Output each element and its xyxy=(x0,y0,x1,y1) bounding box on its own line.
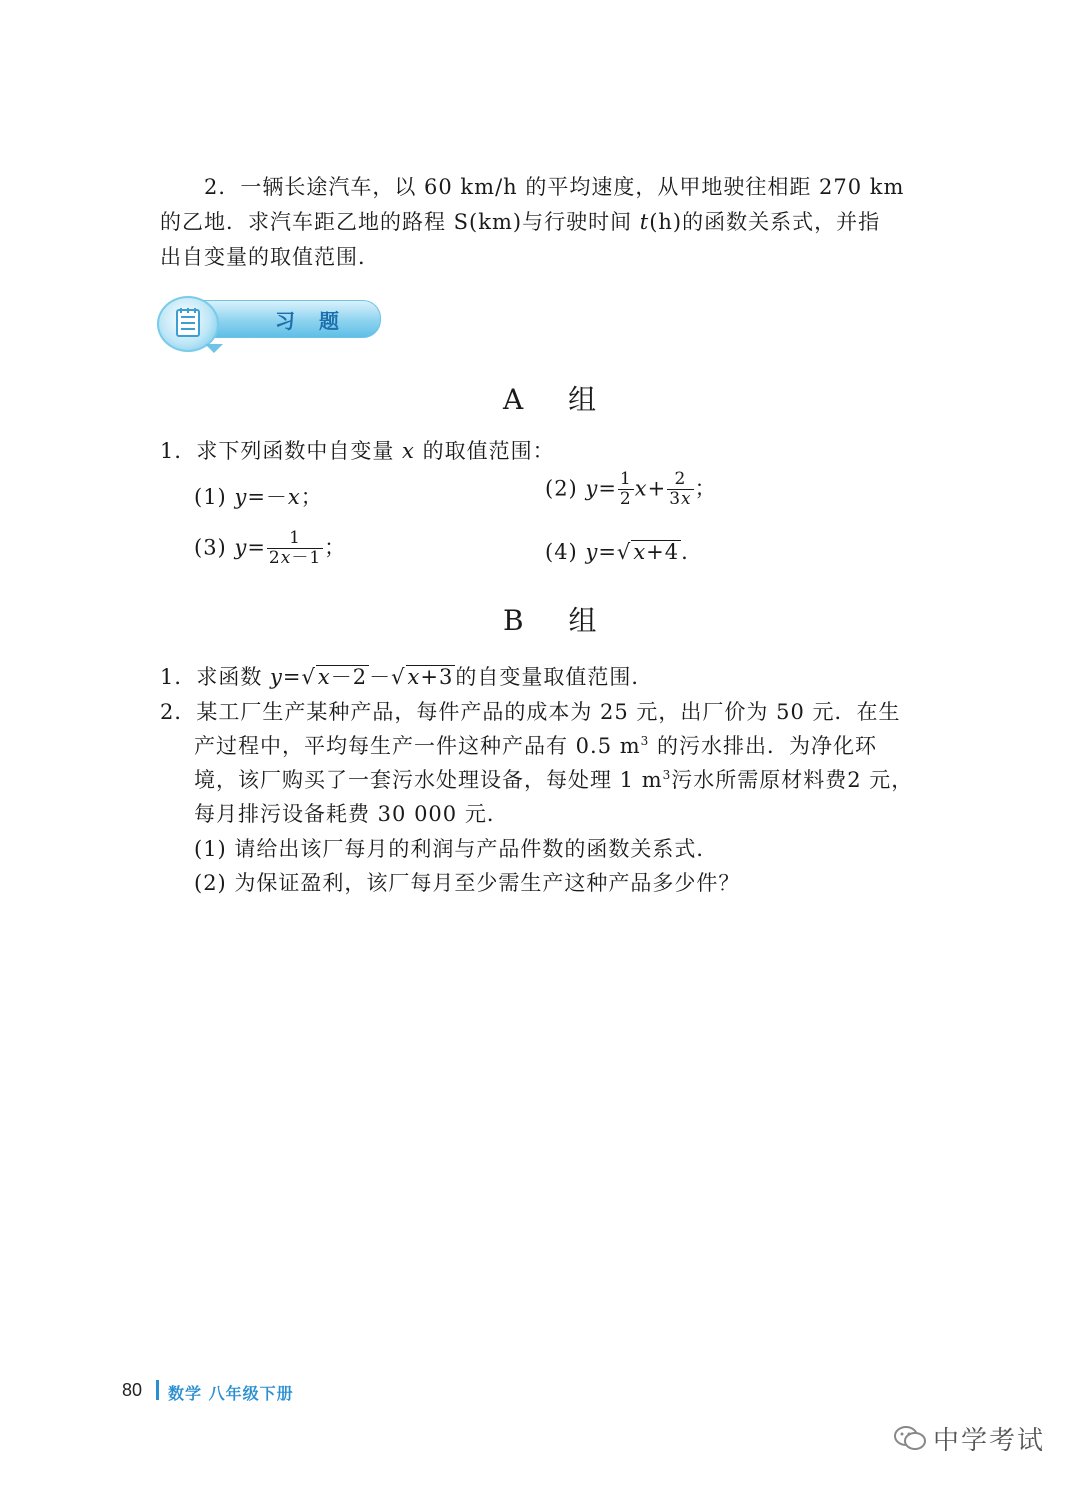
question-text: 1．求函数 xyxy=(160,665,271,689)
problem-2-line-1: 2．一辆长途汽车，以 60 km/h 的平均速度，从甲地驶往相距 270 km xyxy=(204,175,905,199)
punctuation: ； xyxy=(694,476,717,501)
fraction-two-over-3x xyxy=(667,471,693,509)
operator: － xyxy=(369,665,392,689)
watermark-text: 中学考试 xyxy=(933,1426,1046,1456)
operator: = xyxy=(598,540,617,564)
question-text: 的污水排出．为净化环 xyxy=(649,734,877,758)
var-x: x xyxy=(280,547,292,568)
denominator xyxy=(667,489,693,509)
fraction-one-over-2x-minus-1 xyxy=(267,530,323,568)
footer-divider xyxy=(156,1380,159,1400)
problem-2-text: (h)的函数关系式，并指 xyxy=(649,210,881,234)
part-number: (4) xyxy=(545,540,578,564)
square-root: √x+4 xyxy=(616,540,680,564)
var-y: y xyxy=(234,485,248,509)
numerator: 2 xyxy=(674,469,687,489)
fraction-one-half xyxy=(618,471,634,509)
operator: = xyxy=(598,476,617,501)
part-4 xyxy=(545,540,689,564)
var-y: y xyxy=(234,535,248,560)
question-text: 的取值范围： xyxy=(414,439,555,463)
problem-2-line-2 xyxy=(160,206,880,236)
part-number: (1) xyxy=(194,485,227,509)
coefficient: 3 xyxy=(669,488,682,509)
superscript: 3 xyxy=(640,734,650,748)
group-b-question-2-line-2 xyxy=(194,730,877,760)
operator: = xyxy=(282,665,302,689)
constant: +3 xyxy=(420,665,454,689)
denominator: 2 xyxy=(619,488,632,509)
numerator: 1 xyxy=(289,528,301,548)
square-root: √x+3 xyxy=(391,665,454,689)
var-y: y xyxy=(585,476,599,501)
denominator xyxy=(267,548,323,568)
radicand xyxy=(316,665,369,689)
wechat-icon xyxy=(893,1424,927,1459)
radicand xyxy=(406,665,456,689)
problem-2-text: 的乙地．求汽车距乙地的路程 S(km)与行驶时间 xyxy=(160,210,640,234)
exercise-banner xyxy=(157,296,381,356)
part-number: (3) xyxy=(194,535,227,560)
group-b-question-2-sub-2: (2) 为保证盈利，该厂每月至少需生产这种产品多少件？ xyxy=(194,871,741,895)
part-2 xyxy=(545,471,717,509)
part-1 xyxy=(194,481,323,511)
var-x: x xyxy=(681,488,692,509)
group-b-question-1 xyxy=(160,661,653,691)
question-text: 污水所需原材料费2 元， xyxy=(671,768,914,792)
square-root: √x－2 xyxy=(301,665,368,689)
group-b-question-2-line-4: 每月排污设备耗费 30 000 元． xyxy=(194,802,509,826)
question-text: 1．求下列函数中自变量 xyxy=(160,439,403,463)
var-x: x xyxy=(633,540,647,564)
punctuation: ； xyxy=(300,485,323,509)
variable-x: x xyxy=(402,439,415,463)
question-text: 产过程中，平均每生产一件这种产品有 0.5 m xyxy=(194,734,641,758)
operator: =－ xyxy=(247,485,288,509)
var-x: x xyxy=(634,476,648,501)
group-b-question-2-line-3 xyxy=(194,764,913,794)
part-number: (2) xyxy=(545,476,578,501)
book-title: 数学 八年级下册 xyxy=(168,1384,294,1403)
var-y: y xyxy=(585,540,599,564)
var-x: x xyxy=(287,485,301,509)
group-a-title: A 组 xyxy=(503,383,615,416)
question-text: 境，该厂购买了一套污水处理设备，每处理 1 m xyxy=(194,768,663,792)
group-b-question-2-sub-1: (1) 请给出该厂每月的利润与产品件数的函数关系式． xyxy=(194,837,719,861)
operator: = xyxy=(247,535,266,560)
group-b-title: B 组 xyxy=(503,604,615,637)
problem-2-line-3: 出自变量的取值范围． xyxy=(160,245,380,269)
part-3 xyxy=(194,530,346,568)
group-a-question-1 xyxy=(160,435,555,465)
question-text: 的自变量取值范围． xyxy=(455,665,654,689)
coefficient: 2 xyxy=(268,547,281,568)
constant: +4 xyxy=(646,540,680,564)
var-x: x xyxy=(407,665,421,689)
variable-t: t xyxy=(639,210,650,234)
group-b-question-2-line-1: 2．某工厂生产某种产品，每件产品的成本为 25 元，出厂价为 50 元．在生 xyxy=(160,700,901,724)
operator: + xyxy=(647,476,667,501)
superscript: 3 xyxy=(662,768,672,782)
var-y: y xyxy=(270,665,283,689)
constant: －1 xyxy=(291,547,322,568)
var-x: x xyxy=(317,665,331,689)
numerator: 1 xyxy=(619,469,632,489)
punctuation: ； xyxy=(324,535,347,560)
banner-pointer xyxy=(205,344,223,353)
punctuation: . xyxy=(681,540,689,564)
banner-label: 习题 xyxy=(275,309,363,333)
constant: －2 xyxy=(330,665,368,689)
radicand xyxy=(631,540,681,564)
page-number: 80 xyxy=(122,1380,143,1400)
watermark xyxy=(893,1420,1045,1459)
